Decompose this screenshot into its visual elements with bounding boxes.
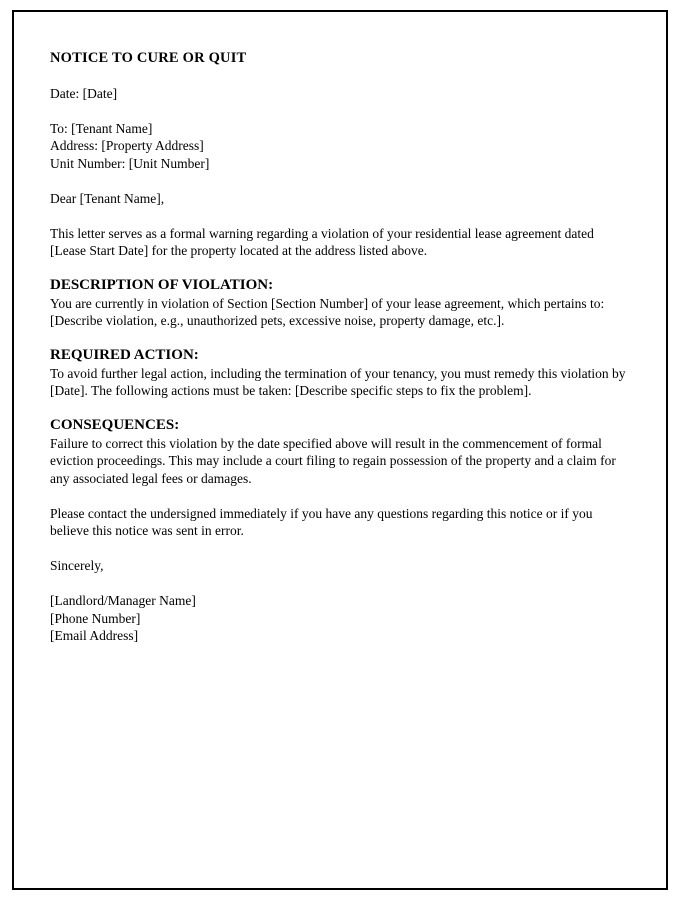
intro-paragraph: This letter serves as a formal warning regarding a violation of your residential lease agreement dated [Lease Start Date] for the property located at the address listed above. — [50, 225, 594, 258]
date-line: Date: [Date] — [50, 85, 118, 101]
recipient-address-line: Address: [Property Address] — [50, 138, 204, 153]
violation-heading: DESCRIPTION OF VIOLATION: — [50, 277, 274, 293]
signature-name-line: [Landlord/Manager Name] — [50, 593, 196, 608]
required-action-body: To avoid further legal action, including the termination of your tenancy, you must remedy this violation by [Date]. The following actions must be taken: [Describe specific steps to fix the problem]. — [50, 365, 626, 398]
section-consequences — [50, 417, 630, 487]
consequences-body: Failure to correct this violation by the date specified above will result in the commencement of formal eviction proceedings. This may include a court filing to regain possession of the property and a claim for any associated legal fees or damages. — [50, 435, 616, 486]
section-required-action — [50, 347, 630, 400]
signature-block — [50, 592, 630, 645]
consequences-heading: CONSEQUENCES: — [50, 417, 180, 433]
signature-phone-line: [Phone Number] — [50, 610, 141, 626]
letter-title: NOTICE TO CURE OR QUIT — [50, 50, 247, 66]
contact-paragraph: Please contact the undersigned immediately if you have any questions regarding this notice or if you believe this notice was sent in error. — [50, 505, 593, 538]
salutation: Dear [Tenant Name], — [50, 190, 165, 206]
signature-email-line: [Email Address] — [50, 628, 139, 643]
signoff: Sincerely, — [50, 558, 104, 573]
section-violation — [50, 277, 630, 330]
letter-page — [12, 10, 668, 890]
recipient-unit-line: Unit Number: [Unit Number] — [50, 155, 210, 171]
recipient-to-line: To: [Tenant Name] — [50, 120, 153, 136]
recipient-block — [50, 120, 630, 173]
required-action-heading: REQUIRED ACTION: — [50, 347, 199, 363]
violation-body: You are currently in violation of Section [Section Number] of your lease agreement, which pertains to: [Describe violation, e.g., unauthorized pets, excessive noise, property damage, etc.]. — [50, 295, 605, 328]
